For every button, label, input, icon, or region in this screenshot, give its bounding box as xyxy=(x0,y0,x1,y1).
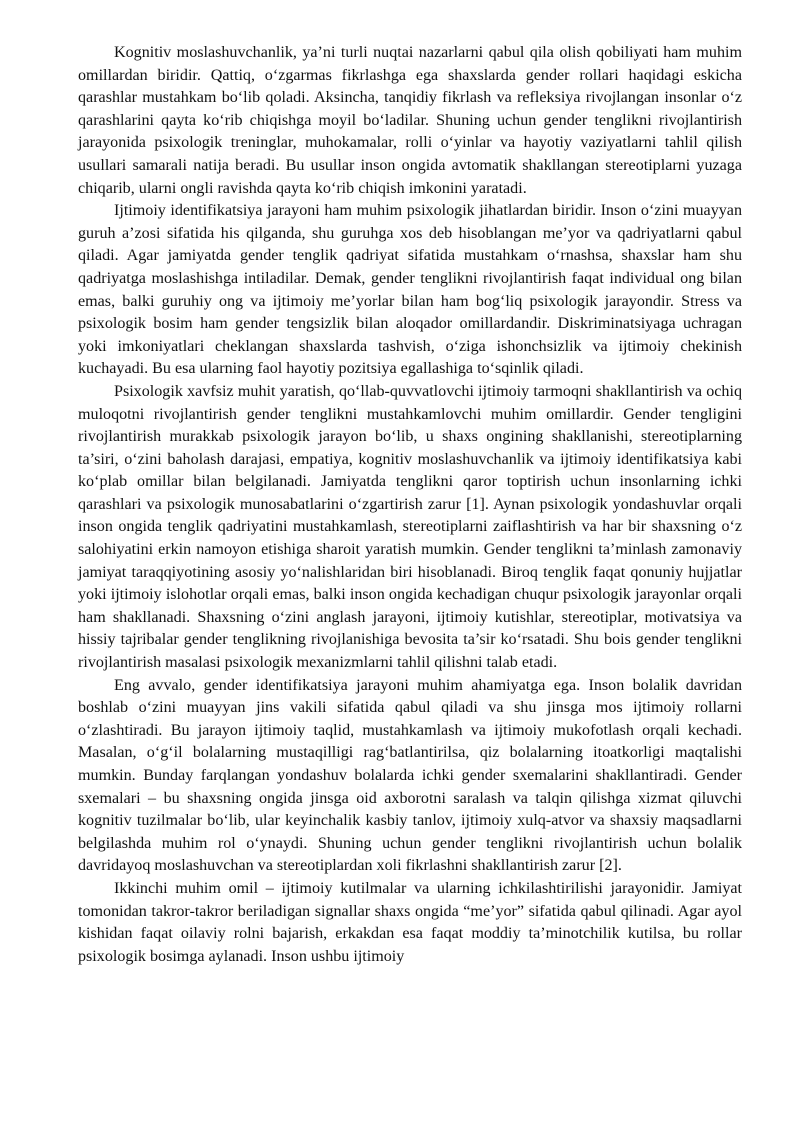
paragraph-social-expectations: Ikkinchi muhim omil – ijtimoiy kutilmalar va ularning ichkilashtirilishi jarayonidir. Jamiyat tomonidan takror-takror beriladigan signallar shaxs ongida “me’yor” sifatida qabul qilinadi. Agar ayol kishidan faqat oilaviy rolni bajarish, erkakdan esa faqat moddiy ta’minotchilik kutilsa, bu rollar psixologik bosimga aylanadi. Inson ushbu ijtimoiy xyxy=(78,879,742,965)
paragraph-social-identification: Ijtimoiy identifikatsiya jarayoni ham muhim psixologik jihatlardan biridir. Inson o‘zini muayyan guruh a’zosi sifatida his qilganda, shu guruhga xos deb hisoblangan me’yor va qadriyatlarni qabul qiladi. Agar jamiyatda gender tenglik qadriyat sifatida mustahkam o‘rnashsa, shaxslar ham shu qadriyatga moslashishga intiladilar. Demak, gender tenglikni rivojlantirish faqat individual ong bilan emas, balki guruhiy ong va ijtimoiy me’yorlar bilan ham bog‘liq psixologik jarayondir. Stress va psixologik bosim ham gender tengsizlik bilan aloqador omillardandir. Diskriminatsiyaga uchragan yoki imkoniyatlari cheklangan shaxslarda tashvish, o‘ziga ishonchsizlik va ijtimoiy chekinish kuchayadi. Bu esa ularning faol hayotiy pozitsiya egallashiga to‘sqinlik qiladi. xyxy=(78,202,742,378)
paragraph-safe-environment: Psixologik xavfsiz muhit yaratish, qo‘llab-quvvatlovchi ijtimoiy tarmoqni shakllantirish va ochiq muloqotni rivojlantirish gender tenglikni mustahkamlovchi muhim omillardir. Gender tengligini rivojlantirish murakkab psixologik jarayon bo‘lib, u shaxs ongining shakllanishi, stereotiplarning ta’siri, o‘zini baholash darajasi, empatiya, kognitiv moslashuvchanlik va ijtimoiy identifikatsiya kabi ko‘plab omillar bilan belgilanadi. Jamiyatda tenglikni qaror toptirish uchun insonlarning ichki qarashlari va psixologik munosabatlarini o‘zgartirish zarur [1]. Aynan psixologik yondashuvlar orqali inson ongida tenglik qadriyatini mustahkamlash, stereotiplarni zaiflashtirish va har bir shaxsning o‘z salohiyatini erkin namoyon etishiga sharoit yaratish mumkin. Gender tenglikni ta’minlash zamonaviy jamiyat taraqqiyotining asosiy yo‘nalishlaridan biri hisoblanadi. Biroq tenglik faqat qonuniy hujjatlar yoki ijtimoiy islohotlar orqali emas, balki inson ongida kechadigan chuqur psixologik jarayonlar orqali ham shakllanadi. Shaxsning o‘zini anglash jarayoni, ijtimoiy kutishlar, stereotiplar, motivatsiya va hissiy tajribalar gender tenglikning rivojlanishiga bevosita ta’sir ko‘rsatadi. Shu bois gender tenglikni rivojlantirish masalasi psixologik mexanizmlarni tahlil qilishni talab etadi. xyxy=(78,382,742,672)
paragraph-cognitive-flexibility: Kognitiv moslashuvchanlik, ya’ni turli nuqtai nazarlarni qabul qila olish qobiliyati ham muhim omillardan biridir. Qattiq, o‘zgarmas fikrlashga ega shaxslarda gender rollari haqidagi eskicha qarashlar mustahkam bo‘lib qoladi. Aksincha, tanqidiy fikrlash va refleksiya rivojlangan insonlar o‘z qarashlarini qayta ko‘rib chiqishga moyil bo‘ladilar. Shuning uchun gender tenglikni rivojlantirish jarayonida psixologik treninglar, muhokamalar, rolli o‘yinlar va hayotiy vaziyatlarni tahlil qilish usullari samarali natija beradi. Bu usullar inson ongida avtomatik shakllangan stereotiplarni yuzaga chiqarib, ularni ongli ravishda qayta ko‘rib chiqish imkonini yaratadi. xyxy=(78,44,742,197)
paragraph-gender-identification: Eng avvalo, gender identifikatsiya jarayoni muhim ahamiyatga ega. Inson bolalik davridan boshlab o‘zini muayyan jins vakili sifatida qabul qiladi va shu jinsga mos ijtimoiy rollarni o‘zlashtiradi. Bu jarayon ijtimoiy taqlid, mustahkamlash va ijtimoiy mukofotlash orqali kechadi. Masalan, o‘g‘il bolalarning mustaqilligi rag‘batlantirilsa, qiz bolalarning itoatkorligi maqtalishi mumkin. Bunday farqlangan yondashuv bolalarda ichki gender sxemalarini shakllantiradi. Gender sxemalari – bu shaxsning ongida jinsga oid axborotni saralash va talqin qilishga xizmat qiluvchi kognitiv tuzilmalar bo‘lib, ular keyinchalik kasbiy tanlov, ijtimoiy xulq-atvor va shaxsiy maqsadlarni belgilashda muhim rol o‘ynaydi. Shuning uchun gender tenglikni rivojlantirish uchun bolalik davridayoq moslashuvchan va stereotiplardan xoli fikrlashni shakllantirish zarur [2]. xyxy=(78,676,742,875)
document-page xyxy=(78,42,742,968)
